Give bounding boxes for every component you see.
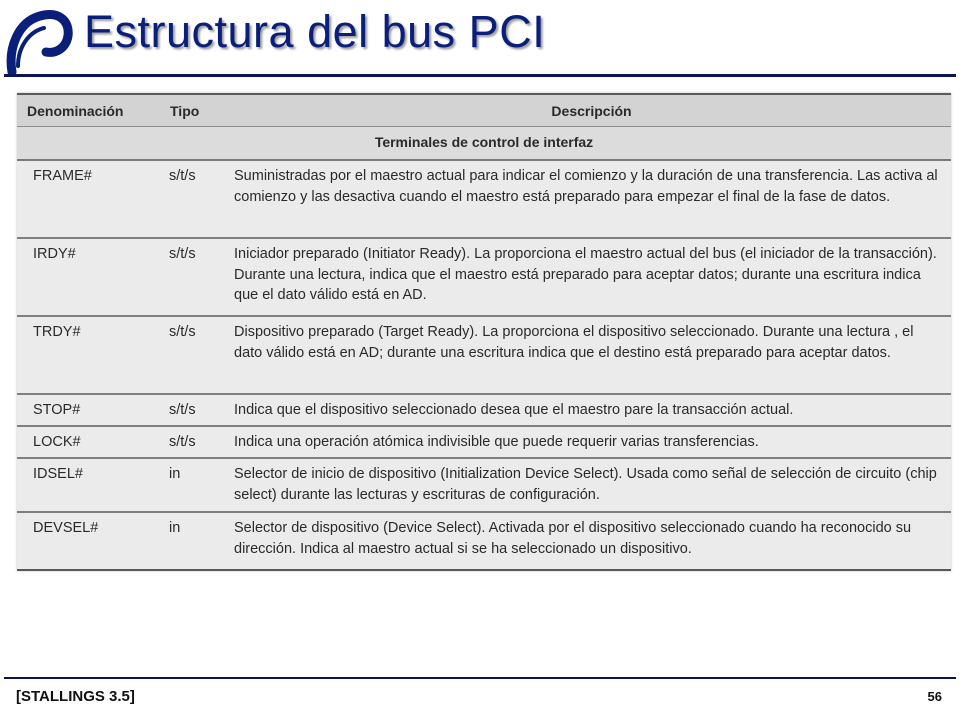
signal-name: IRDY# [17, 238, 160, 316]
signal-description: Selector de inicio de dispositivo (Initialization Device Select). Usada como señal de selección de circuito (chip select) durante las lecturas y escrituras de configuración. [222, 458, 951, 512]
section-row [17, 127, 951, 160]
title-divider [4, 74, 956, 77]
signal-name: FRAME# [17, 160, 160, 238]
table-row [17, 458, 951, 512]
pci-signals-table [17, 93, 951, 571]
citation: [STALLINGS 3.5] [16, 688, 135, 705]
header-name: Denominación [17, 95, 160, 127]
table-row [17, 238, 951, 316]
header-type: Tipo [160, 95, 222, 127]
signal-type: in [169, 519, 181, 536]
table-row [17, 394, 951, 426]
signal-description: Dispositivo preparado (Target Ready). La proporciona el dispositivo seleccionado. Durante una lectura , el dato válido está en AD; durante una escritura indica que el destino está preparado para aceptar datos. [222, 316, 951, 394]
signal-type: s/t/s [160, 394, 222, 426]
signal-type: s/t/s [160, 238, 222, 316]
header-description: Descripción [222, 95, 951, 127]
page-number: 56 [927, 689, 942, 704]
table-row [17, 426, 951, 458]
footer-divider [4, 677, 956, 679]
signal-description: Suministradas por el maestro actual para indicar el comienzo y la duración de una transferencia. Las activa al comienzo y las desactiva cuando el maestro está preparado para empezar el final de la fase de datos. [222, 160, 951, 238]
signal-name: STOP# [17, 394, 160, 426]
signal-type: s/t/s [160, 316, 222, 394]
signal-type: in [160, 458, 222, 512]
signal-name: LOCK# [17, 426, 160, 458]
signal-description: Selector de dispositivo (Device Select). Activada por el dispositivo seleccionado cuando ha reconocido su dirección. Indica al maestro actual si se ha seleccionado un dispositivo. [234, 519, 912, 557]
signal-name: IDSEL# [17, 458, 160, 512]
table-header-row [17, 95, 951, 127]
table-row [17, 160, 951, 238]
section-title: Terminales de control de interfaz [17, 127, 951, 160]
slide-title: Estructura del bus PCI [84, 6, 546, 57]
signal-description: Indica una operación atómica indivisible que puede requerir varias transferencias. [222, 426, 951, 458]
signal-description: Indica que el dispositivo seleccionado desea que el maestro pare la transacción actual. [222, 394, 951, 426]
stylized-q-logo-icon [4, 8, 74, 74]
signal-type: s/t/s [160, 426, 222, 458]
signal-name: TRDY# [17, 316, 160, 394]
signal-description: Iniciador preparado (Initiator Ready). La proporciona el maestro actual del bus (el iniciador de la transacción). Durante una lectura, indica que el maestro está preparado para aceptar datos; durante una escritura indica que el dato válido está en AD. [222, 238, 951, 316]
signal-name: DEVSEL# [33, 519, 99, 536]
table-row [17, 316, 951, 394]
signal-type: s/t/s [160, 160, 222, 238]
table-row [17, 512, 951, 566]
